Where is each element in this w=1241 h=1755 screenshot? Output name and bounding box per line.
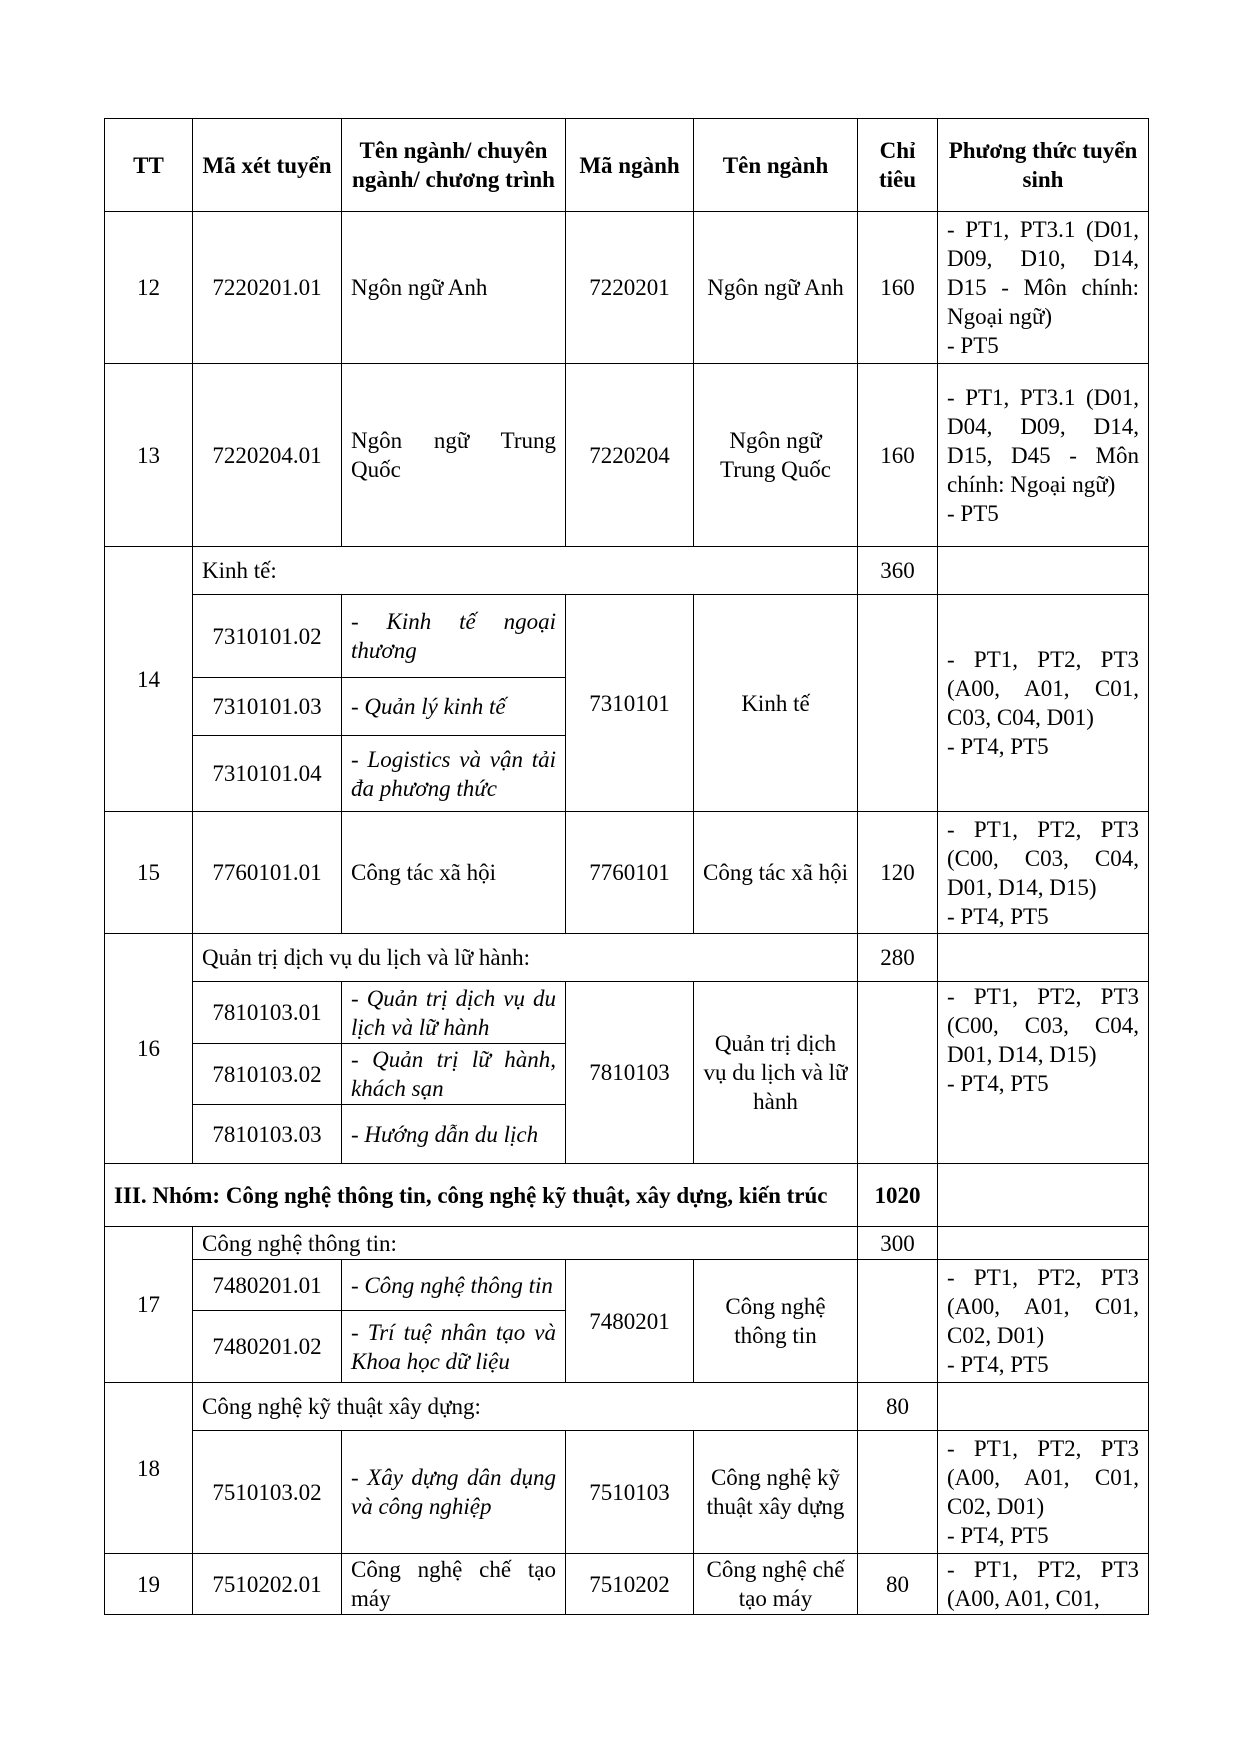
cell-text: 7310101 bbox=[589, 690, 670, 716]
table-cell bbox=[938, 812, 1149, 934]
table-row bbox=[105, 1554, 1149, 1615]
table-cell bbox=[858, 595, 938, 812]
cell-text: 7480201.01 bbox=[212, 1272, 322, 1298]
cell-text: Công nghệ chế tạo máy bbox=[706, 1557, 845, 1611]
table-cell bbox=[938, 547, 1149, 595]
table-cell bbox=[342, 595, 566, 678]
table-cell bbox=[694, 595, 858, 812]
cell-text: 7510202.01 bbox=[212, 1571, 322, 1597]
table-cell bbox=[566, 595, 694, 812]
table-cell bbox=[105, 934, 193, 1164]
cell-text: 7760101 bbox=[589, 860, 670, 885]
cell-text: 19 bbox=[137, 1571, 160, 1597]
table-cell bbox=[938, 1260, 1149, 1383]
cell-text: 120 bbox=[880, 860, 915, 885]
table-cell bbox=[193, 595, 342, 678]
cell-text: - PT4, PT5 bbox=[947, 903, 1049, 929]
cell-text: - PT4, PT5 bbox=[947, 734, 1049, 759]
cell-text: - PT4, PT5 bbox=[947, 1523, 1049, 1548]
header-ma-xet-tuyen: Mã xét tuyển bbox=[193, 119, 342, 212]
cell-text: 7480201 bbox=[589, 1308, 670, 1334]
cell-text: 12 bbox=[137, 275, 160, 300]
cell-text: - Công nghệ thông tin bbox=[351, 1272, 553, 1298]
table-cell bbox=[193, 1260, 342, 1311]
header-tt: TT bbox=[105, 119, 193, 212]
table-cell bbox=[342, 1260, 566, 1311]
table-cell bbox=[193, 736, 342, 812]
table-cell bbox=[694, 812, 858, 934]
cell-text: Công nghệ thông tin bbox=[725, 1294, 826, 1348]
table-cell bbox=[938, 1554, 1149, 1615]
cell-text: III. Nhóm: Công nghệ thông tin, công nghệ kỹ thuật, xây dựng, kiến trúc bbox=[114, 1182, 828, 1208]
table-row bbox=[105, 934, 1149, 982]
table-cell bbox=[858, 1554, 938, 1615]
cell-text: 1020 bbox=[874, 1182, 921, 1208]
table-cell bbox=[566, 1431, 694, 1554]
cell-text: - Quản lý kinh tế bbox=[351, 694, 506, 719]
table-cell bbox=[858, 812, 938, 934]
table-row bbox=[105, 1431, 1149, 1554]
cell-text: 7810103.01 bbox=[212, 1000, 322, 1025]
table-cell bbox=[858, 1431, 938, 1554]
table-row bbox=[105, 812, 1149, 934]
cell-text: 280 bbox=[880, 945, 915, 970]
table-cell bbox=[342, 1105, 566, 1164]
table-cell bbox=[342, 1431, 566, 1554]
table-cell bbox=[105, 1554, 193, 1615]
table-cell bbox=[193, 982, 342, 1044]
table-cell bbox=[105, 547, 193, 812]
table-cell bbox=[193, 1311, 342, 1383]
cell-text: - PT4, PT5 bbox=[947, 1071, 1049, 1096]
table-row bbox=[105, 1164, 1149, 1227]
table-row bbox=[105, 364, 1149, 547]
cell-text: 7510103 bbox=[589, 1479, 670, 1505]
table-header-row bbox=[105, 119, 1149, 212]
table-cell bbox=[193, 1383, 858, 1431]
table-cell bbox=[342, 982, 566, 1044]
table-cell bbox=[193, 212, 342, 364]
cell-text: 160 bbox=[880, 442, 915, 468]
table-cell bbox=[105, 812, 193, 934]
table-cell bbox=[858, 547, 938, 595]
table-cell bbox=[938, 1383, 1149, 1431]
cell-text: Công nghệ chế tạo máy bbox=[351, 1557, 556, 1611]
table-cell bbox=[193, 1105, 342, 1164]
table-cell bbox=[694, 1554, 858, 1615]
cell-text: - PT5 bbox=[947, 333, 999, 358]
cell-text: 14 bbox=[137, 666, 160, 692]
table-cell bbox=[938, 934, 1149, 982]
table-cell bbox=[938, 1164, 1149, 1227]
cell-text: - Quản trị dịch vụ du lịch và lữ hành bbox=[351, 985, 556, 1040]
cell-text: - PT1, PT3.1 (D01, D04, D09, D14, D15, D45 - Môn chính: Ngoại ngữ) bbox=[947, 384, 1139, 497]
table-cell bbox=[342, 736, 566, 812]
table-cell bbox=[193, 364, 342, 547]
cell-text: Kinh tế: bbox=[202, 558, 277, 583]
cell-text: - Xây dựng dân dụng và công nghiệp bbox=[351, 1465, 556, 1519]
cell-text: 7760101.01 bbox=[212, 860, 322, 885]
table-cell bbox=[342, 1044, 566, 1105]
cell-text: Quản trị dịch vụ du lịch và lữ hành bbox=[703, 1031, 848, 1114]
cell-text: 7310101.02 bbox=[212, 623, 322, 649]
table-cell bbox=[694, 1431, 858, 1554]
table-row bbox=[105, 595, 1149, 678]
table-cell bbox=[105, 364, 193, 547]
cell-text: 7220204.01 bbox=[212, 442, 322, 468]
table-cell bbox=[342, 1311, 566, 1383]
table-cell bbox=[694, 364, 858, 547]
table-cell bbox=[694, 982, 858, 1164]
table-cell bbox=[105, 1164, 858, 1227]
cell-text: 7510202 bbox=[589, 1571, 670, 1597]
table-cell bbox=[938, 364, 1149, 547]
table-row bbox=[105, 212, 1149, 364]
cell-text: - PT1, PT2, PT3 (A00, A01, C01, C02, D01) bbox=[947, 1436, 1139, 1519]
header-phuong-thuc: Phương thức tuyển sinh bbox=[938, 119, 1149, 212]
table-cell bbox=[193, 812, 342, 934]
table-row bbox=[105, 1260, 1149, 1311]
table-row bbox=[105, 982, 1149, 1044]
table-cell bbox=[105, 1227, 193, 1383]
header-chi-tieu: Chỉ tiêu bbox=[858, 119, 938, 212]
table-cell bbox=[193, 1044, 342, 1105]
table-cell bbox=[105, 1383, 193, 1554]
cell-text: 7220201.01 bbox=[212, 275, 322, 300]
cell-text: 7810103 bbox=[589, 1060, 670, 1085]
cell-text: - PT1, PT2, PT3 (A00, A01, C01, bbox=[947, 1557, 1139, 1611]
header-ma-nganh: Mã ngành bbox=[566, 119, 694, 212]
table-cell bbox=[858, 1227, 938, 1260]
table-cell bbox=[694, 1260, 858, 1383]
cell-text: Công nghệ kỹ thuật xây dựng: bbox=[202, 1394, 481, 1419]
cell-text: - PT1, PT2, PT3 (C00, C03, C04, D01, D14, D15) bbox=[947, 984, 1139, 1067]
table-cell bbox=[342, 812, 566, 934]
cell-text: Ngôn ngữ Trung Quốc bbox=[351, 428, 556, 482]
table-cell bbox=[694, 212, 858, 364]
cell-text: - Hướng dẫn du lịch bbox=[351, 1121, 539, 1147]
cell-text: 7220204 bbox=[589, 442, 670, 468]
table-cell bbox=[938, 212, 1149, 364]
cell-text: Công nghệ thông tin: bbox=[202, 1230, 397, 1256]
header-ten-chuyen-nganh: Tên ngành/ chuyên ngành/ chương trình bbox=[342, 119, 566, 212]
cell-text: 160 bbox=[880, 275, 915, 300]
cell-text: Quản trị dịch vụ du lịch và lữ hành: bbox=[202, 945, 531, 970]
table-cell bbox=[938, 982, 1149, 1164]
table-cell bbox=[193, 1227, 858, 1260]
table-cell bbox=[566, 812, 694, 934]
table-cell bbox=[566, 982, 694, 1164]
table-cell bbox=[858, 982, 938, 1164]
table-cell bbox=[342, 678, 566, 736]
table-cell bbox=[342, 212, 566, 364]
cell-text: - PT5 bbox=[947, 500, 999, 526]
cell-text: 80 bbox=[886, 1394, 909, 1419]
table-cell bbox=[193, 1554, 342, 1615]
table-cell bbox=[566, 364, 694, 547]
cell-text: Kinh tế bbox=[741, 690, 810, 716]
table-cell bbox=[342, 364, 566, 547]
header-ten-nganh: Tên ngành bbox=[694, 119, 858, 212]
cell-text: - PT1, PT2, PT3 (C00, C03, C04, D01, D14, D15) bbox=[947, 816, 1139, 900]
cell-text: Ngôn ngữ Anh bbox=[707, 275, 844, 300]
cell-text: Công nghệ kỹ thuật xây dựng bbox=[706, 1465, 845, 1519]
table-cell bbox=[938, 1227, 1149, 1260]
table-cell bbox=[566, 212, 694, 364]
table-cell bbox=[938, 1431, 1149, 1554]
table-cell bbox=[342, 1554, 566, 1615]
cell-text: 300 bbox=[880, 1230, 915, 1256]
table-cell bbox=[193, 547, 858, 595]
table-cell bbox=[938, 595, 1149, 812]
cell-text: - PT1, PT3.1 (D01, D09, D10, D14, D15 - Môn chính: Ngoại ngữ) bbox=[947, 217, 1139, 329]
cell-text: 15 bbox=[137, 860, 160, 885]
cell-text: 17 bbox=[137, 1292, 160, 1317]
table-cell bbox=[858, 1164, 938, 1227]
cell-text: - Kinh tế ngoại thương bbox=[351, 609, 556, 663]
cell-text: 18 bbox=[137, 1455, 160, 1481]
cell-text: 13 bbox=[137, 442, 160, 468]
cell-text: - PT1, PT2, PT3 (A00, A01, C01, C02, D01) bbox=[947, 1265, 1139, 1348]
table-cell bbox=[858, 212, 938, 364]
cell-text: - Quản trị lữ hành, khách sạn bbox=[351, 1047, 556, 1101]
cell-text: - PT4, PT5 bbox=[947, 1352, 1049, 1377]
table-row bbox=[105, 1227, 1149, 1260]
cell-text: Ngôn ngữ Anh bbox=[351, 275, 488, 300]
table-cell bbox=[858, 1383, 938, 1431]
cell-text: 360 bbox=[880, 558, 915, 583]
table-cell bbox=[858, 1260, 938, 1383]
cell-text: - Trí tuệ nhân tạo và Khoa học dữ liệu bbox=[351, 1319, 556, 1374]
cell-text: - PT1, PT2, PT3 (A00, A01, C01, C03, C04, D01) bbox=[947, 647, 1139, 730]
cell-text: 7810103.03 bbox=[212, 1121, 322, 1147]
cell-text: 16 bbox=[137, 1036, 160, 1061]
table-cell bbox=[193, 934, 858, 982]
table-cell bbox=[193, 1431, 342, 1554]
table-cell bbox=[193, 678, 342, 736]
cell-text: 7220201 bbox=[589, 275, 670, 300]
table-cell bbox=[566, 1554, 694, 1615]
cell-text: 80 bbox=[886, 1571, 909, 1597]
cell-text: Công tác xã hội bbox=[351, 860, 496, 885]
cell-text: 7510103.02 bbox=[212, 1479, 322, 1505]
table-cell bbox=[105, 212, 193, 364]
cell-text: 7310101.03 bbox=[212, 694, 322, 719]
cell-text: Công tác xã hội bbox=[703, 860, 848, 885]
cell-text: 7480201.02 bbox=[212, 1334, 322, 1359]
table-cell bbox=[566, 1260, 694, 1383]
table-row bbox=[105, 1383, 1149, 1431]
cell-text: 7810103.02 bbox=[212, 1061, 322, 1087]
cell-text: - Logistics và vận tải đa phương thức bbox=[351, 746, 556, 801]
table-cell bbox=[858, 934, 938, 982]
admission-table bbox=[104, 118, 1149, 1615]
cell-text: 7310101.04 bbox=[212, 761, 322, 786]
cell-text: Ngôn ngữ Trung Quốc bbox=[720, 428, 831, 482]
table-cell bbox=[858, 364, 938, 547]
table-row bbox=[105, 547, 1149, 595]
